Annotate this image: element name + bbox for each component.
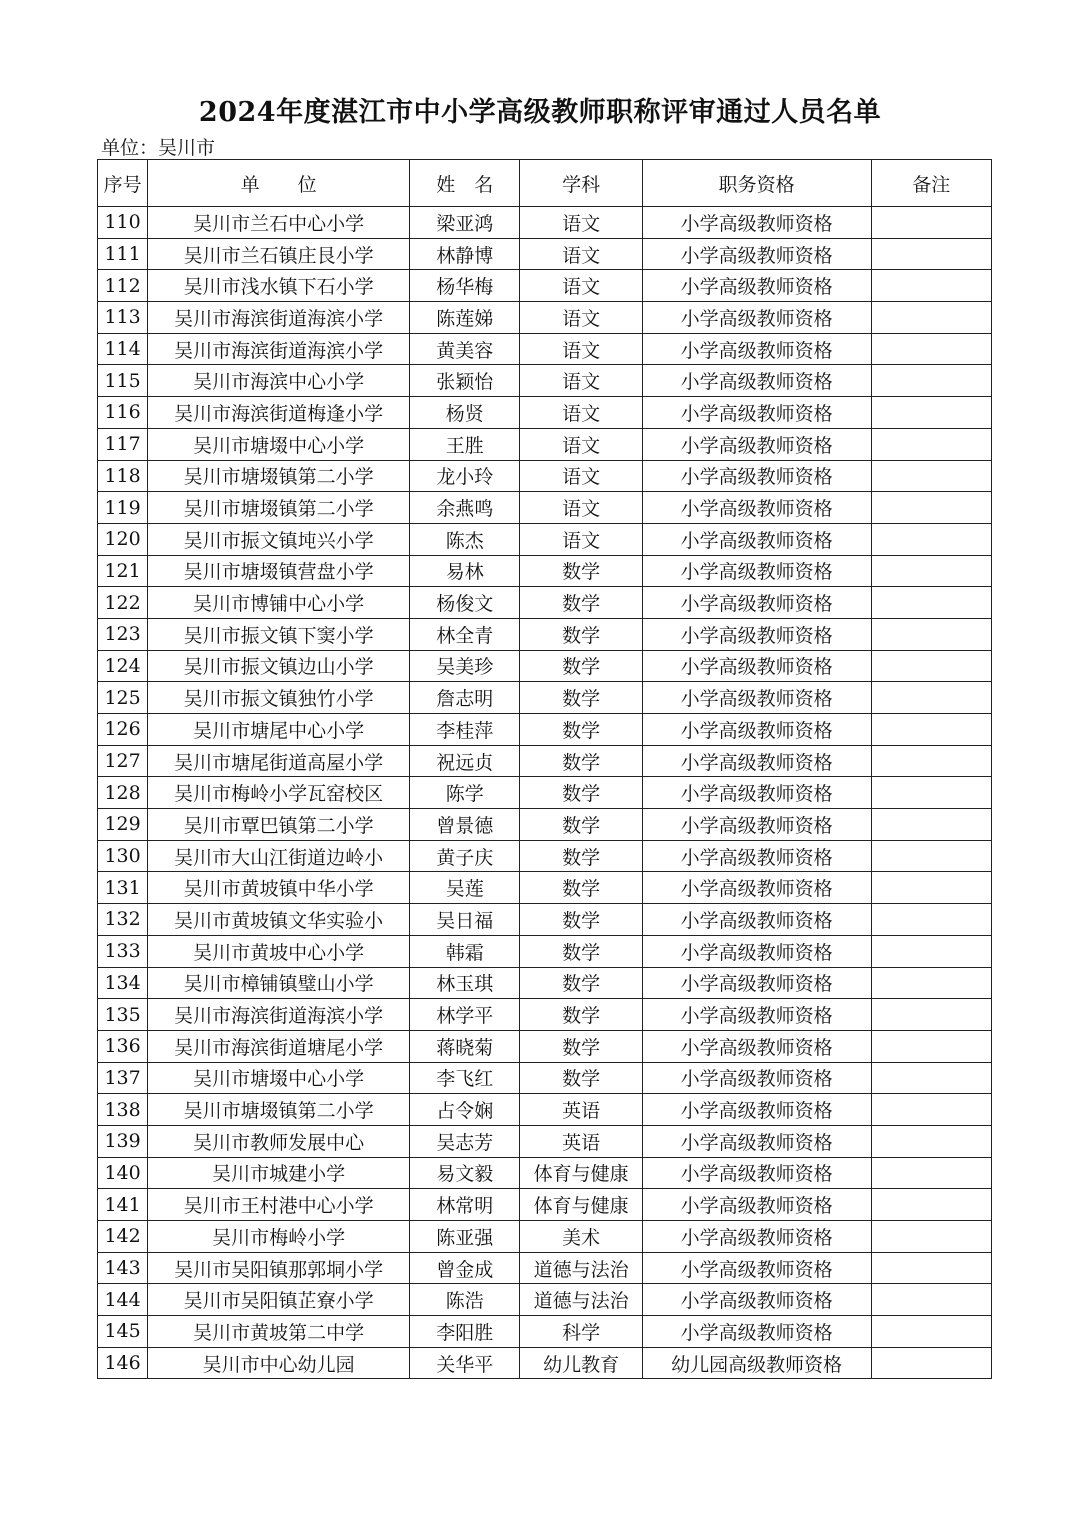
cell-unit: 吴川市塘尾街道高屋小学 — [148, 745, 410, 777]
cell-qualification: 小学高级教师资格 — [642, 650, 871, 682]
cell-qualification: 小学高级教师资格 — [642, 428, 871, 460]
cell-seq: 127 — [98, 745, 148, 777]
table-row — [98, 840, 992, 872]
cell-seq: 132 — [98, 904, 148, 936]
cell-qualification: 小学高级教师资格 — [642, 1030, 871, 1062]
table-row — [98, 618, 992, 650]
table-row — [98, 365, 992, 397]
cell-subject: 数学 — [520, 777, 642, 809]
cell-subject: 数学 — [520, 904, 642, 936]
cell-name: 林全青 — [410, 618, 520, 650]
table-row — [98, 207, 992, 239]
cell-subject: 数学 — [520, 872, 642, 904]
cell-seq: 128 — [98, 777, 148, 809]
table-row — [98, 523, 992, 555]
cell-remark — [871, 1030, 991, 1062]
table-row — [98, 587, 992, 619]
cell-seq: 133 — [98, 935, 148, 967]
cell-subject: 语文 — [520, 302, 642, 334]
cell-seq: 138 — [98, 1094, 148, 1126]
cell-seq: 123 — [98, 618, 148, 650]
cell-unit: 吴川市兰石镇庄艮小学 — [148, 238, 410, 270]
cell-unit: 吴川市塘㙍中心小学 — [148, 1062, 410, 1094]
cell-seq: 146 — [98, 1347, 148, 1379]
cell-remark — [871, 1125, 991, 1157]
header-name: 姓 名 — [410, 160, 520, 207]
cell-unit: 吴川市海滨街道海滨小学 — [148, 999, 410, 1031]
cell-unit: 吴川市塘㙍镇营盘小学 — [148, 555, 410, 587]
cell-qualification: 小学高级教师资格 — [642, 270, 871, 302]
cell-remark — [871, 1094, 991, 1126]
table-row — [98, 935, 992, 967]
cell-remark — [871, 777, 991, 809]
cell-seq: 142 — [98, 1221, 148, 1253]
header-remark: 备注 — [871, 160, 991, 207]
cell-subject: 数学 — [520, 1030, 642, 1062]
cell-seq: 137 — [98, 1062, 148, 1094]
cell-seq: 141 — [98, 1189, 148, 1221]
cell-name: 陈亚强 — [410, 1221, 520, 1253]
table-row — [98, 904, 992, 936]
cell-unit: 吴川市王村港中心小学 — [148, 1189, 410, 1221]
cell-name: 蒋晓菊 — [410, 1030, 520, 1062]
cell-unit: 吴川市教师发展中心 — [148, 1125, 410, 1157]
cell-name: 吴莲 — [410, 872, 520, 904]
cell-unit: 吴川市博铺中心小学 — [148, 587, 410, 619]
cell-remark — [871, 333, 991, 365]
cell-unit: 吴川市覃巴镇第二小学 — [148, 809, 410, 841]
cell-seq: 111 — [98, 238, 148, 270]
cell-name: 易林 — [410, 555, 520, 587]
cell-name: 詹志明 — [410, 682, 520, 714]
cell-remark — [871, 1062, 991, 1094]
cell-unit: 吴川市梅岭小学瓦窑校区 — [148, 777, 410, 809]
cell-subject: 语文 — [520, 460, 642, 492]
table-row — [98, 1157, 992, 1189]
cell-name: 祝远贞 — [410, 745, 520, 777]
cell-unit: 吴川市振文镇下窦小学 — [148, 618, 410, 650]
cell-remark — [871, 682, 991, 714]
cell-qualification: 小学高级教师资格 — [642, 935, 871, 967]
cell-seq: 122 — [98, 587, 148, 619]
cell-subject: 数学 — [520, 935, 642, 967]
document-title: 2024年度湛江市中小学高级教师职称评审通过人员名单 — [198, 97, 882, 128]
cell-subject: 语文 — [520, 492, 642, 524]
table-row — [98, 1347, 992, 1379]
cell-remark — [871, 999, 991, 1031]
cell-seq: 114 — [98, 333, 148, 365]
cell-unit: 吴川市浅水镇下石小学 — [148, 270, 410, 302]
cell-unit: 吴川市黄坡镇中华小学 — [148, 872, 410, 904]
cell-unit: 吴川市塘㙍镇第二小学 — [148, 1094, 410, 1126]
cell-seq: 113 — [98, 302, 148, 334]
cell-remark — [871, 302, 991, 334]
cell-unit: 吴川市吴阳镇那郭垌小学 — [148, 1252, 410, 1284]
cell-qualification: 小学高级教师资格 — [642, 492, 871, 524]
cell-qualification: 小学高级教师资格 — [642, 904, 871, 936]
header-qualification: 职务资格 — [642, 160, 871, 207]
cell-remark — [871, 523, 991, 555]
table-row — [98, 650, 992, 682]
cell-subject: 美术 — [520, 1221, 642, 1253]
cell-unit: 吴川市中心幼儿园 — [148, 1347, 410, 1379]
table-row — [98, 1189, 992, 1221]
cell-qualification: 小学高级教师资格 — [642, 777, 871, 809]
table-row — [98, 714, 992, 746]
cell-qualification: 小学高级教师资格 — [642, 840, 871, 872]
cell-remark — [871, 745, 991, 777]
table-body — [98, 207, 992, 1379]
cell-remark — [871, 840, 991, 872]
cell-qualification: 小学高级教师资格 — [642, 1157, 871, 1189]
cell-seq: 135 — [98, 999, 148, 1031]
cell-name: 王胜 — [410, 428, 520, 460]
cell-subject: 语文 — [520, 428, 642, 460]
cell-seq: 139 — [98, 1125, 148, 1157]
cell-remark — [871, 809, 991, 841]
cell-seq: 119 — [98, 492, 148, 524]
cell-unit: 吴川市塘㙍镇第二小学 — [148, 492, 410, 524]
cell-name: 林玉琪 — [410, 967, 520, 999]
cell-seq: 121 — [98, 555, 148, 587]
cell-name: 陈杰 — [410, 523, 520, 555]
cell-subject: 数学 — [520, 745, 642, 777]
cell-qualification: 小学高级教师资格 — [642, 1252, 871, 1284]
cell-subject: 数学 — [520, 840, 642, 872]
cell-qualification: 小学高级教师资格 — [642, 1062, 871, 1094]
table-row — [98, 238, 992, 270]
cell-name: 吴日福 — [410, 904, 520, 936]
cell-subject: 数学 — [520, 809, 642, 841]
cell-subject: 语文 — [520, 523, 642, 555]
cell-seq: 125 — [98, 682, 148, 714]
table-row — [98, 872, 992, 904]
cell-remark — [871, 650, 991, 682]
cell-qualification: 幼儿园高级教师资格 — [642, 1347, 871, 1379]
cell-unit: 吴川市海滨街道海滨小学 — [148, 302, 410, 334]
cell-unit: 吴川市大山江街道边岭小 — [148, 840, 410, 872]
table-row — [98, 809, 992, 841]
table-row — [98, 1125, 992, 1157]
cell-subject: 数学 — [520, 555, 642, 587]
cell-qualification: 小学高级教师资格 — [642, 1094, 871, 1126]
cell-subject: 语文 — [520, 238, 642, 270]
cell-remark — [871, 1347, 991, 1379]
cell-subject: 数学 — [520, 587, 642, 619]
table-row — [98, 1062, 992, 1094]
cell-remark — [871, 428, 991, 460]
cell-seq: 136 — [98, 1030, 148, 1062]
table-row — [98, 492, 992, 524]
cell-seq: 110 — [98, 207, 148, 239]
cell-seq: 126 — [98, 714, 148, 746]
table-row — [98, 967, 992, 999]
cell-name: 李阳胜 — [410, 1316, 520, 1348]
cell-qualification: 小学高级教师资格 — [642, 714, 871, 746]
cell-unit: 吴川市塘尾中心小学 — [148, 714, 410, 746]
header-subject: 学科 — [520, 160, 642, 207]
cell-qualification: 小学高级教师资格 — [642, 587, 871, 619]
cell-subject: 数学 — [520, 714, 642, 746]
cell-unit: 吴川市振文镇坉兴小学 — [148, 523, 410, 555]
cell-remark — [871, 1284, 991, 1316]
cell-name: 曾景德 — [410, 809, 520, 841]
cell-remark — [871, 1316, 991, 1348]
table-row — [98, 777, 992, 809]
cell-name: 林学平 — [410, 999, 520, 1031]
cell-name: 杨华梅 — [410, 270, 520, 302]
cell-unit: 吴川市兰石中心小学 — [148, 207, 410, 239]
cell-remark — [871, 1189, 991, 1221]
cell-unit: 吴川市振文镇边山小学 — [148, 650, 410, 682]
cell-subject: 幼儿教育 — [520, 1347, 642, 1379]
table-row — [98, 999, 992, 1031]
cell-qualification: 小学高级教师资格 — [642, 460, 871, 492]
cell-qualification: 小学高级教师资格 — [642, 333, 871, 365]
cell-unit: 吴川市海滨街道梅逢小学 — [148, 397, 410, 429]
cell-seq: 117 — [98, 428, 148, 460]
cell-qualification: 小学高级教师资格 — [642, 1316, 871, 1348]
table-row — [98, 333, 992, 365]
cell-unit: 吴川市海滨中心小学 — [148, 365, 410, 397]
cell-name: 梁亚鸿 — [410, 207, 520, 239]
cell-subject: 语文 — [520, 365, 642, 397]
cell-seq: 140 — [98, 1157, 148, 1189]
cell-subject: 英语 — [520, 1125, 642, 1157]
cell-subject: 数学 — [520, 1062, 642, 1094]
cell-seq: 116 — [98, 397, 148, 429]
cell-subject: 科学 — [520, 1316, 642, 1348]
cell-seq: 112 — [98, 270, 148, 302]
table-row — [98, 1284, 992, 1316]
cell-remark — [871, 935, 991, 967]
table-row — [98, 302, 992, 334]
cell-qualification: 小学高级教师资格 — [642, 397, 871, 429]
cell-seq: 124 — [98, 650, 148, 682]
cell-remark — [871, 714, 991, 746]
header-seq: 序号 — [98, 160, 148, 207]
cell-seq: 129 — [98, 809, 148, 841]
cell-remark — [871, 207, 991, 239]
table-row — [98, 270, 992, 302]
cell-qualification: 小学高级教师资格 — [642, 238, 871, 270]
cell-name: 吴美珍 — [410, 650, 520, 682]
cell-seq: 115 — [98, 365, 148, 397]
cell-qualification: 小学高级教师资格 — [642, 207, 871, 239]
cell-seq: 144 — [98, 1284, 148, 1316]
cell-name: 易文毅 — [410, 1157, 520, 1189]
cell-unit: 吴川市振文镇独竹小学 — [148, 682, 410, 714]
cell-unit: 吴川市塘㙍中心小学 — [148, 428, 410, 460]
table-row — [98, 1030, 992, 1062]
cell-qualification: 小学高级教师资格 — [642, 682, 871, 714]
cell-qualification: 小学高级教师资格 — [642, 1221, 871, 1253]
cell-qualification: 小学高级教师资格 — [642, 618, 871, 650]
cell-subject: 数学 — [520, 682, 642, 714]
cell-qualification: 小学高级教师资格 — [642, 1284, 871, 1316]
table-row — [98, 428, 992, 460]
cell-subject: 语文 — [520, 333, 642, 365]
cell-subject: 道德与法治 — [520, 1284, 642, 1316]
cell-name: 李飞红 — [410, 1062, 520, 1094]
cell-qualification: 小学高级教师资格 — [642, 745, 871, 777]
cell-unit: 吴川市吴阳镇芷寮小学 — [148, 1284, 410, 1316]
cell-qualification: 小学高级教师资格 — [642, 872, 871, 904]
cell-seq: 143 — [98, 1252, 148, 1284]
cell-unit: 吴川市海滨街道海滨小学 — [148, 333, 410, 365]
cell-seq: 131 — [98, 872, 148, 904]
cell-name: 韩霜 — [410, 935, 520, 967]
cell-qualification: 小学高级教师资格 — [642, 967, 871, 999]
cell-subject: 体育与健康 — [520, 1157, 642, 1189]
cell-name: 占令娴 — [410, 1094, 520, 1126]
cell-remark — [871, 1221, 991, 1253]
roster-table — [97, 159, 992, 1379]
cell-name: 陈浩 — [410, 1284, 520, 1316]
cell-remark — [871, 270, 991, 302]
cell-unit: 吴川市黄坡中心小学 — [148, 935, 410, 967]
cell-remark — [871, 1157, 991, 1189]
table-row — [98, 745, 992, 777]
table-row — [98, 1316, 992, 1348]
cell-unit: 吴川市黄坡镇文华实验小 — [148, 904, 410, 936]
cell-name: 关华平 — [410, 1347, 520, 1379]
cell-name: 曾金成 — [410, 1252, 520, 1284]
cell-seq: 120 — [98, 523, 148, 555]
table-row — [98, 555, 992, 587]
cell-name: 杨贤 — [410, 397, 520, 429]
cell-subject: 数学 — [520, 967, 642, 999]
table-row — [98, 1094, 992, 1126]
cell-seq: 118 — [98, 460, 148, 492]
cell-subject: 语文 — [520, 397, 642, 429]
cell-subject: 道德与法治 — [520, 1252, 642, 1284]
cell-subject: 语文 — [520, 207, 642, 239]
cell-name: 黄子庆 — [410, 840, 520, 872]
cell-subject: 体育与健康 — [520, 1189, 642, 1221]
cell-subject: 数学 — [520, 650, 642, 682]
table-row — [98, 1221, 992, 1253]
cell-remark — [871, 904, 991, 936]
header-unit: 单 位 — [148, 160, 410, 207]
cell-name: 黄美容 — [410, 333, 520, 365]
cell-qualification: 小学高级教师资格 — [642, 1125, 871, 1157]
cell-name: 余燕鸣 — [410, 492, 520, 524]
cell-remark — [871, 967, 991, 999]
cell-name: 林常明 — [410, 1189, 520, 1221]
cell-qualification: 小学高级教师资格 — [642, 523, 871, 555]
cell-remark — [871, 618, 991, 650]
cell-seq: 134 — [98, 967, 148, 999]
cell-qualification: 小学高级教师资格 — [642, 365, 871, 397]
cell-name: 陈莲娣 — [410, 302, 520, 334]
table-row — [98, 460, 992, 492]
cell-name: 龙小玲 — [410, 460, 520, 492]
cell-remark — [871, 872, 991, 904]
cell-name: 吴志芳 — [410, 1125, 520, 1157]
cell-remark — [871, 587, 991, 619]
cell-unit: 吴川市黄坡第二中学 — [148, 1316, 410, 1348]
cell-remark — [871, 555, 991, 587]
cell-seq: 145 — [98, 1316, 148, 1348]
cell-unit: 吴川市樟铺镇璧山小学 — [148, 967, 410, 999]
cell-subject: 语文 — [520, 270, 642, 302]
cell-remark — [871, 365, 991, 397]
cell-unit: 吴川市梅岭小学 — [148, 1221, 410, 1253]
cell-subject: 英语 — [520, 1094, 642, 1126]
table-row — [98, 682, 992, 714]
cell-name: 杨俊文 — [410, 587, 520, 619]
cell-remark — [871, 460, 991, 492]
cell-subject: 数学 — [520, 999, 642, 1031]
cell-name: 林静博 — [410, 238, 520, 270]
cell-qualification: 小学高级教师资格 — [642, 1189, 871, 1221]
cell-remark — [871, 397, 991, 429]
cell-qualification: 小学高级教师资格 — [642, 302, 871, 334]
cell-qualification: 小学高级教师资格 — [642, 809, 871, 841]
table-row — [98, 397, 992, 429]
cell-seq: 130 — [98, 840, 148, 872]
table-header-row — [98, 160, 992, 207]
cell-unit: 吴川市城建小学 — [148, 1157, 410, 1189]
cell-unit: 吴川市塘㙍镇第二小学 — [148, 460, 410, 492]
cell-subject: 数学 — [520, 618, 642, 650]
cell-name: 陈学 — [410, 777, 520, 809]
cell-remark — [871, 492, 991, 524]
table-row — [98, 1252, 992, 1284]
unit-line: 单位：吴川市 — [101, 137, 216, 159]
cell-unit: 吴川市海滨街道塘尾小学 — [148, 1030, 410, 1062]
cell-name: 李桂萍 — [410, 714, 520, 746]
cell-name: 张颖怡 — [410, 365, 520, 397]
cell-qualification: 小学高级教师资格 — [642, 555, 871, 587]
cell-remark — [871, 238, 991, 270]
cell-remark — [871, 1252, 991, 1284]
cell-qualification: 小学高级教师资格 — [642, 999, 871, 1031]
